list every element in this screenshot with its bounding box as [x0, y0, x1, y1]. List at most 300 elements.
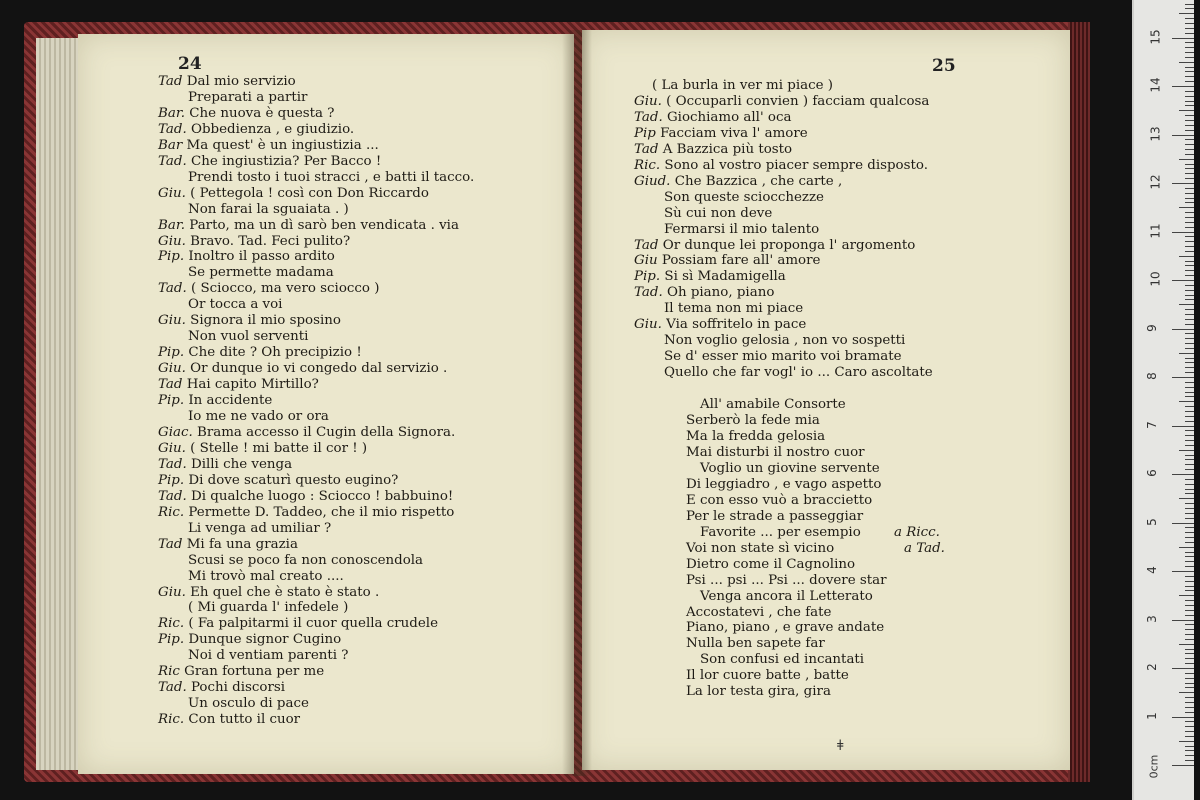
ruler-tick [1185, 236, 1194, 237]
ruler-tick [1185, 683, 1194, 684]
ruler-label: 6 [1144, 469, 1159, 477]
speaker-name: Giu. [158, 233, 186, 249]
line-text: Possiam fare all' amore [661, 253, 821, 269]
line-text: Il tema non mi piace [664, 301, 804, 317]
ruler-tick [1185, 261, 1194, 262]
line-text: Permette D. Taddeo, che il mio rispetto [188, 504, 455, 520]
line-text: All' amabile Consorte [700, 397, 846, 413]
text-line [634, 589, 933, 605]
line-text: Di dove scaturì questo eugino? [188, 472, 399, 488]
page-number: 24 [178, 54, 202, 74]
line-text: Hai capito Mirtillo? [186, 377, 319, 393]
ruler-tick [1185, 47, 1194, 48]
ruler-tick [1185, 81, 1194, 82]
text-line [158, 122, 474, 138]
text-line [158, 234, 474, 250]
speaker-name: Bar. [158, 105, 186, 121]
line-text: Pochi discorsi [190, 680, 286, 696]
line-text: Non vuol serventi [188, 329, 309, 345]
stage-direction: a Ricc. [894, 524, 940, 540]
speaker-name: Giu. [158, 185, 186, 201]
line-text: Parto, ma un dì sarò ben vendicata . via [189, 217, 459, 233]
text-line [158, 680, 474, 696]
ruler-tick [1185, 503, 1194, 504]
ruler-tick [1185, 343, 1194, 344]
text-line [158, 648, 474, 664]
text-line [634, 94, 933, 110]
line-text: ( Fa palpitarmi il cuor quella crudele [188, 616, 439, 632]
ruler-tick [1185, 96, 1194, 97]
ruler-tick [1179, 110, 1194, 111]
line-text: Io me ne vado or ora [188, 409, 329, 425]
line-text: Psi ... psi ... Psi ... dovere star [686, 572, 887, 588]
ruler-tick [1185, 33, 1194, 34]
ruler-label: 1 [1144, 711, 1159, 720]
ruler-label: 13 [1148, 125, 1163, 142]
text-line [634, 238, 933, 254]
text-line [634, 222, 933, 238]
ruler-tick [1185, 459, 1194, 460]
text-line [634, 190, 933, 206]
line-text: Fermarsi il mio talento [664, 221, 820, 237]
text-line [158, 457, 474, 473]
line-text: Per le strade a passeggiar [686, 508, 864, 524]
ruler-tick [1179, 13, 1194, 14]
line-text: Dunque signor Cugino [188, 632, 342, 648]
ruler-tick [1185, 52, 1194, 53]
speaker-name: Tad [634, 237, 659, 253]
line-text: Via soffritelo in pace [666, 317, 807, 333]
ruler-tick [1185, 726, 1194, 727]
text-line [158, 553, 474, 569]
line-text: Oh piano, piano [666, 285, 775, 301]
ruler-tick [1179, 741, 1194, 742]
text-line [634, 174, 933, 190]
speaker-name: Giu. [158, 584, 186, 600]
ruler-tick [1185, 178, 1194, 179]
ruler-tick [1185, 421, 1194, 422]
ruler-tick [1185, 445, 1194, 446]
text-line [158, 425, 474, 441]
ruler-tick [1185, 566, 1194, 567]
ruler-tick [1172, 183, 1194, 184]
ruler-tick [1185, 362, 1194, 363]
text-line [634, 557, 933, 573]
speaker-name: Giu. [634, 93, 662, 109]
ruler-tick [1179, 450, 1194, 451]
ruler-tick [1185, 537, 1194, 538]
ruler-tick [1185, 295, 1194, 296]
ruler-tick [1185, 367, 1194, 368]
ruler-tick [1185, 382, 1194, 383]
line-text: Son queste sciocchezze [664, 189, 824, 205]
ruler-tick [1185, 202, 1194, 203]
ruler-tick [1172, 329, 1194, 330]
ruler-tick [1185, 71, 1194, 72]
ruler-tick [1185, 697, 1194, 698]
text-line [158, 521, 474, 537]
ruler-tick [1172, 571, 1194, 572]
ruler-tick [1185, 527, 1194, 528]
ruler-tick [1185, 663, 1194, 664]
ruler-tick [1172, 668, 1194, 669]
speaker-name: Bar [158, 137, 183, 153]
line-text: Brama accesso il Cugin della Signora. [197, 424, 456, 440]
ruler-label: 15 [1148, 28, 1163, 45]
ruler-tick [1185, 358, 1194, 359]
line-text: Che nuova è questa ? [189, 105, 335, 121]
ruler-tick [1172, 135, 1194, 136]
ruler-tick [1185, 750, 1194, 751]
ruler-tick [1172, 717, 1194, 718]
text-line [634, 652, 933, 668]
ruler-tick [1185, 590, 1194, 591]
ruler-tick [1185, 755, 1194, 756]
ruler-label: 14 [1148, 77, 1163, 93]
ruler-tick [1185, 489, 1194, 490]
line-text: ( La burla in ver mi piace ) [652, 78, 834, 93]
ruler-tick [1185, 634, 1194, 635]
ruler-tick [1185, 678, 1194, 679]
page-edges [36, 38, 82, 770]
line-text: Di leggiadro , e vago aspetto [686, 476, 882, 492]
ruler-tick [1185, 91, 1194, 92]
line-text: Or tocca a voi [188, 297, 283, 313]
line-text: Giochiamo all' oca [666, 109, 792, 125]
ruler-tick [1185, 42, 1194, 43]
ruler-tick [1185, 241, 1194, 242]
ruler-tick [1185, 513, 1194, 514]
text-line [158, 90, 474, 106]
text-line [634, 285, 933, 301]
line-text: Quello che far vogl' io ... Caro ascoltate [664, 365, 933, 381]
speaker-name: Tad [158, 377, 183, 393]
ruler-tick [1185, 57, 1194, 58]
line-text: ( Stelle ! mi batte il cor ! ) [190, 440, 368, 456]
ruler-tick [1185, 348, 1194, 349]
text-line [158, 489, 474, 505]
text-line [158, 138, 474, 154]
ruler-tick [1172, 86, 1194, 87]
speaker-name: Giu. [158, 440, 186, 456]
ruler-tick [1185, 435, 1194, 436]
stage-direction: a Tad. [904, 540, 945, 556]
line-text: Voglio un giovine servente [700, 460, 880, 476]
ruler-tick [1185, 556, 1194, 557]
text-line [634, 365, 933, 381]
ruler-tick [1185, 76, 1194, 77]
line-text: Il lor cuore batte , batte [686, 668, 849, 684]
ruler-tick [1185, 115, 1194, 116]
ruler-tick [1179, 256, 1194, 257]
ruler-tick [1185, 455, 1194, 456]
ruler-tick [1185, 168, 1194, 169]
ruler-tick [1179, 498, 1194, 499]
ruler-tick [1185, 508, 1194, 509]
ruler-tick [1185, 164, 1194, 165]
text-line [634, 397, 933, 413]
line-text: Gran fortuna per me [184, 664, 325, 680]
text-line [634, 269, 933, 285]
speaker-name: Tad. [634, 285, 663, 301]
ruler-tick [1185, 4, 1194, 5]
ruler-tick [1179, 692, 1194, 693]
text-line [634, 110, 933, 126]
text-line [158, 106, 474, 122]
ruler-tick [1185, 392, 1194, 393]
text-line [158, 696, 474, 712]
cover-edge [1068, 22, 1090, 782]
text-line [634, 445, 933, 461]
ruler-tick [1185, 299, 1194, 300]
ruler-tick [1185, 290, 1194, 291]
page-number: 25 [932, 56, 956, 76]
right-page-text [634, 78, 945, 700]
ruler-label: 5 [1144, 517, 1159, 526]
ruler-tick [1185, 23, 1194, 24]
ruler-tick [1185, 406, 1194, 407]
text-line [634, 620, 933, 636]
text-line [158, 186, 474, 202]
ruler-tick [1185, 309, 1194, 310]
ruler-tick [1185, 629, 1194, 630]
text-line [634, 317, 933, 333]
ruler-tick [1172, 474, 1194, 475]
line-text: Non farai la sguaiata . ) [188, 201, 349, 217]
ruler-tick [1172, 280, 1194, 281]
line-text: ( Mi guarda l' infedele ) [188, 600, 349, 616]
ruler-label: 9 [1144, 323, 1159, 332]
ruler-tick [1185, 721, 1194, 722]
ruler-unit: 0cm [1147, 754, 1161, 779]
line-text: Favorite ... per esempio [700, 524, 861, 540]
ruler-tick [1185, 8, 1194, 9]
ruler-tick [1185, 188, 1194, 189]
text-line [634, 349, 933, 365]
line-text: Che Bazzica , che carte , [674, 173, 843, 189]
ruler-tick [1185, 193, 1194, 194]
line-text: ( Pettegola ! così con Don Riccardo [190, 185, 429, 201]
ruler-tick [1185, 67, 1194, 68]
ruler-tick [1185, 707, 1194, 708]
text-line [158, 712, 474, 728]
ruler-tick [1185, 542, 1194, 543]
speaker-name: Ric [158, 664, 180, 680]
line-text: Prendi tosto i tuoi stracci , e batti il tacco. [188, 169, 475, 185]
text-line [634, 126, 933, 142]
ruler-tick [1185, 416, 1194, 417]
line-text: Li venga ad umiliar ? [188, 520, 332, 536]
speaker-name: Giu [634, 253, 658, 269]
line-text: Con tutto il cuor [188, 712, 301, 728]
speaker-name: Pip. [158, 632, 185, 648]
line-text: Eh quel che è stato è stato . [190, 584, 380, 600]
text-line [634, 605, 933, 621]
text-line [634, 413, 933, 429]
line-text: Sono al vostro piacer sempre disposto. [664, 157, 928, 173]
ruler-tick [1185, 746, 1194, 747]
text-line [634, 429, 933, 445]
ruler-tick [1179, 401, 1194, 402]
line-text: Non voglio gelosia , non vo sospetti [664, 333, 906, 349]
text-line [158, 361, 474, 377]
line-text: Nulla ben sapete far [686, 636, 825, 652]
ruler-label: 11 [1148, 222, 1163, 239]
text-line [158, 569, 474, 585]
line-text: Si sì Madamigella [664, 269, 786, 285]
right-page [582, 30, 1070, 770]
ruler-tick [1185, 251, 1194, 252]
book-gutter [562, 30, 592, 776]
line-text: Voi non state sì vicino [686, 540, 835, 556]
text-line [634, 684, 933, 700]
ruler-tick [1185, 101, 1194, 102]
line-text: Noi d ventiam parenti ? [188, 648, 349, 664]
measuring-ruler [1132, 0, 1194, 800]
speaker-name: Tad. [158, 153, 187, 169]
speaker-name: Pip. [158, 345, 185, 361]
line-text: Signora il mio sposino [190, 313, 341, 329]
text-line [158, 345, 474, 361]
ruler-tick [1185, 440, 1194, 441]
speaker-name: Pip. [158, 393, 185, 409]
left-page-text [158, 74, 474, 728]
ruler-tick [1179, 62, 1194, 63]
speaker-name: Tad [634, 141, 659, 157]
text-line [158, 664, 474, 680]
ruler-tick [1185, 154, 1194, 155]
ruler-tick [1185, 581, 1194, 582]
text-line [158, 265, 474, 281]
text-line [158, 441, 474, 457]
ruler-tick [1179, 547, 1194, 548]
ruler-tick [1185, 265, 1194, 266]
ruler-tick [1185, 105, 1194, 106]
ruler-tick [1185, 285, 1194, 286]
text-line [158, 154, 474, 170]
line-text: Dilli che venga [190, 456, 293, 472]
line-text: Mi trovò mal creato .... [188, 568, 344, 584]
ruler-tick [1185, 430, 1194, 431]
text-line [158, 537, 474, 553]
speaker-name: Tad. [158, 456, 187, 472]
speaker-name: Pip. [158, 249, 185, 265]
speaker-name: Pip. [158, 472, 185, 488]
speaker-name: Pip. [634, 269, 661, 285]
stanza-gap [634, 381, 933, 397]
ruler-tick [1185, 712, 1194, 713]
ruler-tick [1185, 649, 1194, 650]
text-line [634, 333, 933, 349]
line-text: Son confusi ed incantati [700, 652, 865, 668]
ruler-tick [1185, 144, 1194, 145]
ruler-tick [1185, 469, 1194, 470]
ruler-tick [1179, 159, 1194, 160]
ruler-tick [1185, 658, 1194, 659]
ruler-tick [1185, 493, 1194, 494]
ruler-label: 12 [1148, 174, 1163, 190]
speaker-name: Tad [158, 536, 183, 552]
ruler-tick [1185, 120, 1194, 121]
ruler-tick [1172, 620, 1194, 621]
ruler-tick [1185, 139, 1194, 140]
ruler-tick [1172, 426, 1194, 427]
text-line [158, 74, 474, 90]
text-line [634, 142, 933, 158]
line-text: Che dite ? Oh precipizio ! [188, 345, 362, 361]
ruler-tick [1172, 38, 1194, 39]
line-text: Di qualche luogo : Sciocco ! babbuino! [190, 488, 454, 504]
line-text: Se permette madama [188, 265, 334, 281]
ruler-tick [1179, 353, 1194, 354]
left-page [78, 34, 574, 774]
line-text: Scusi se poco fa non conoscendola [188, 552, 424, 568]
ruler-tick [1185, 615, 1194, 616]
line-text: Piano, piano , e grave andate [686, 620, 885, 636]
line-text: Sù cui non deve [664, 205, 773, 221]
text-line [634, 477, 933, 493]
ruler-tick [1185, 561, 1194, 562]
text-line [158, 170, 474, 186]
ruler-tick [1185, 217, 1194, 218]
text-line [158, 281, 474, 297]
text-line [158, 329, 474, 345]
speaker-name: Giu. [158, 313, 186, 329]
ruler-tick [1185, 639, 1194, 640]
ruler-tick [1185, 246, 1194, 247]
ruler-tick [1172, 232, 1194, 233]
ruler-tick [1185, 125, 1194, 126]
line-text: ( Occuparli convien ) facciam qualcosa [666, 93, 930, 109]
text-line [158, 218, 474, 234]
ruler-tick [1185, 552, 1194, 553]
text-line [634, 253, 933, 269]
text-line [158, 393, 474, 409]
ruler-tick [1185, 173, 1194, 174]
text-line [158, 585, 474, 601]
line-text: Or dunque io vi congedo dal servizio . [190, 361, 448, 377]
line-text: Serberò la fede mia [686, 413, 820, 429]
line-text: La lor testa gira, gira [686, 684, 831, 700]
ruler-tick [1185, 464, 1194, 465]
text-line [634, 461, 933, 477]
line-text: In accidente [188, 393, 273, 409]
ruler-tick [1185, 222, 1194, 223]
line-text: Mi fa una grazia [186, 536, 298, 552]
ruler-tick [1179, 304, 1194, 305]
ruler-tick [1185, 212, 1194, 213]
ruler-tick [1185, 624, 1194, 625]
ruler-tick [1185, 198, 1194, 199]
line-text: Che ingiustizia? Per Bacco ! [190, 153, 382, 169]
ruler-label: 2 [1144, 663, 1159, 671]
text-line [634, 78, 933, 94]
line-text: Dal mio servizio [186, 74, 296, 89]
ruler-tick [1185, 586, 1194, 587]
line-text: Se d' esser mio marito voi bramate [664, 349, 902, 365]
speaker-name: Giud. [634, 173, 671, 189]
ruler-label: 3 [1144, 614, 1159, 623]
text-line [634, 206, 933, 222]
ruler-tick [1185, 532, 1194, 533]
text-line [634, 509, 933, 525]
ruler-tick [1185, 576, 1194, 577]
ruler-tick [1185, 149, 1194, 150]
text-line [634, 493, 933, 509]
ruler-tick [1172, 377, 1194, 378]
text-line [158, 616, 474, 632]
ruler-tick [1185, 314, 1194, 315]
